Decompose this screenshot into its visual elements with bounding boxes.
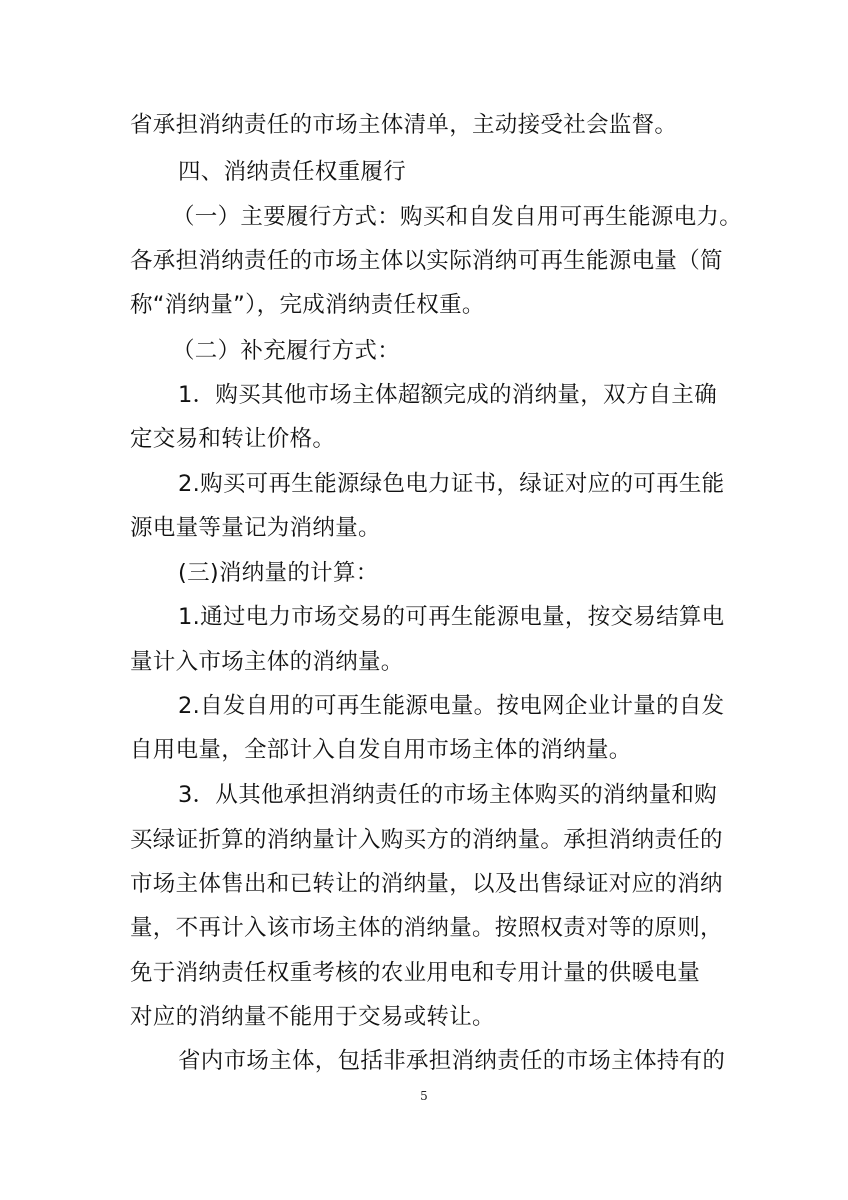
section-heading: 四、消纳责任权重履行 [178, 159, 407, 185]
text-line: 3．从其他承担消纳责任的市场主体购买的消纳量和购 [178, 782, 718, 808]
text-line: 量，不再计入该市场主体的消纳量。按照权责对等的原则， [130, 915, 723, 941]
text-line: 免于消纳责任权重考核的农业用电和专用计量的供暖电量 [130, 960, 701, 986]
text-line: 买绿证折算的消纳量计入购买方的消纳量。承担消纳责任的 [130, 827, 723, 853]
text-line: 1．购买其他市场主体超额完成的消纳量，双方自主确 [178, 382, 718, 408]
text-line: 1.通过电力市场交易的可再生能源电量，按交易结算电 [178, 604, 725, 630]
text-line: 2.自发自用的可再生能源电量。按电网企业计量的自发 [178, 693, 725, 719]
text-line: （一）主要履行方式：购买和自发自用可再生能源电力。 [172, 204, 743, 230]
text-line: 量计入市场主体的消纳量。 [130, 649, 404, 675]
text-line: 市场主体售出和已转让的消纳量，以及出售绿证对应的消纳 [130, 871, 723, 897]
text-line: 定交易和转让价格。 [130, 426, 336, 452]
subsection-heading: (三)消纳量的计算： [178, 560, 379, 586]
text-line: 自用电量，全部计入自发自用市场主体的消纳量。 [130, 737, 632, 763]
text-line: 省内市场主体，包括非承担消纳责任的市场主体持有的 [178, 1048, 726, 1074]
text-line: 对应的消纳量不能用于交易或转让。 [130, 1004, 495, 1030]
text-line: 省承担消纳责任的市场主体清单，主动接受社会监督。 [130, 112, 678, 138]
text-line: 源电量等量记为消纳量。 [130, 515, 381, 541]
text-line: 各承担消纳责任的市场主体以实际消纳可再生能源电量（简 [130, 248, 723, 274]
subsection-heading: （二）补充履行方式： [172, 338, 401, 364]
page-number: 5 [420, 1089, 428, 1103]
text-line: 2.购买可再生能源绿色电力证书，绿证对应的可再生能 [178, 471, 725, 497]
text-line: 称“消纳量”），完成消纳责任权重。 [130, 292, 485, 318]
